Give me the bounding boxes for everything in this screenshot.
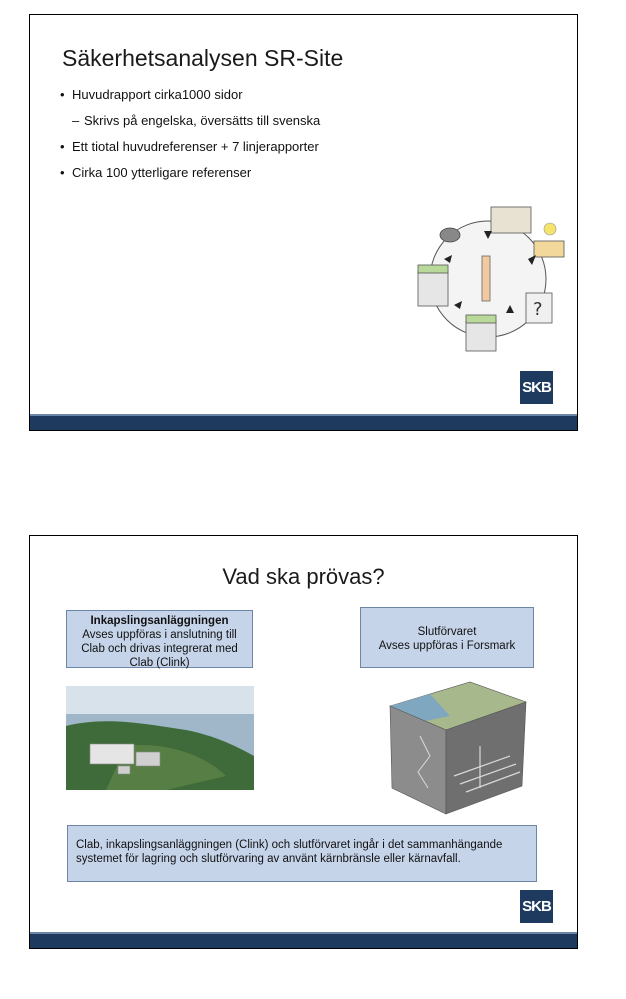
facility-aerial-photo — [66, 686, 254, 790]
box-heading: Inkapslingsanläggningen — [90, 615, 229, 627]
skb-logo: SKB — [520, 890, 553, 923]
cube-bottom-top — [466, 315, 496, 323]
list-item: • Ett tiotal huvudreferenser + 7 linjerapporter — [60, 139, 319, 154]
sky — [66, 686, 254, 716]
repository-box — [360, 607, 534, 668]
cube-left — [418, 271, 448, 306]
summary-text: Clab, inkapslingsanläggningen (Clink) och slutförvaret ingår i det sammanhängande systemet för lagring och slutförvaring av använt kärnbränsle eller kärnavfall. — [76, 839, 503, 865]
safety-analysis-illustration — [406, 201, 566, 359]
repository-cutaway-illustration — [370, 676, 530, 816]
building-main — [90, 744, 134, 764]
bullet-list — [60, 87, 320, 191]
encapsulation-plant-box — [66, 610, 253, 668]
cube-bottom — [466, 321, 496, 351]
thermometer-shape — [482, 256, 490, 301]
footer-bar — [30, 416, 577, 430]
slab-right — [534, 241, 564, 257]
sun-icon — [544, 223, 556, 235]
slide-2 — [29, 535, 578, 949]
box-body: Avses uppföras i Forsmark — [378, 640, 516, 652]
slide-1 — [29, 14, 578, 431]
building-side — [136, 752, 160, 766]
cube-left-top — [418, 265, 448, 273]
box-body: Avses uppföras i anslutning till Clab och drivas integrerat med Clab (Clink) — [81, 629, 238, 669]
list-item: • Cirka 100 ytterligare referenser — [60, 165, 252, 180]
list-item: – Skrivs på engelska, översätts till svenska — [72, 113, 321, 128]
building-small — [118, 766, 130, 774]
question-mark: ? — [533, 299, 543, 320]
box-heading: Slutförvaret — [417, 626, 477, 638]
list-item: • Huvudrapport cirka1000 sidor — [60, 87, 243, 102]
cube-top — [491, 207, 531, 233]
slide-title: Vad ska prövas? — [222, 564, 385, 589]
meteor-shape — [440, 228, 460, 242]
skb-logo: SKB — [520, 371, 553, 404]
footer-bar — [30, 934, 577, 948]
summary-box — [67, 825, 537, 882]
slide-title: Säkerhetsanalysen SR-Site — [62, 45, 344, 71]
